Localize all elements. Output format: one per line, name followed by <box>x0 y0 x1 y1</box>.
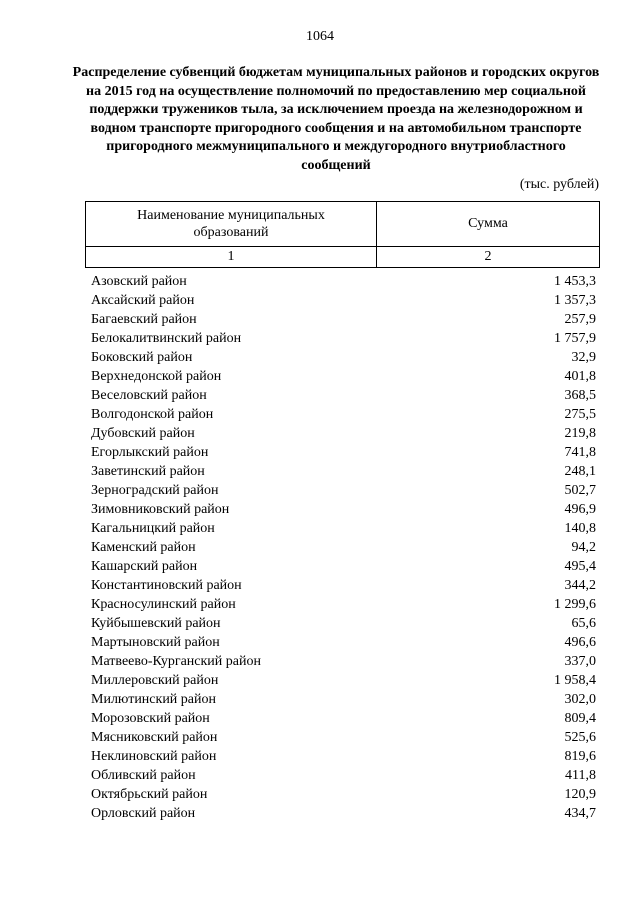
municipality-name: Волгодонской район <box>91 407 214 422</box>
table-row <box>91 310 596 329</box>
header-name-column <box>86 202 377 247</box>
subsidy-amount: 65,6 <box>571 616 596 631</box>
document-title: Распределение субвенций бюджетам муниципальных районов и городских округов на 2015 год на осуществление полномочий по предоставлению мер социальной поддержки тружеников тыла, за исключением проезда на железнодорожном и водном транспорте пригородного сообщения и на автомобильном транспорте пригородного межмуниципального и междугородного внутриобластного сообщений <box>72 65 600 173</box>
subsidy-amount: 496,9 <box>564 502 596 517</box>
municipality-name: Матвеево-Курганский район <box>91 654 261 669</box>
table-row <box>91 804 596 823</box>
table-row <box>91 291 596 310</box>
subsidy-amount: 32,9 <box>571 350 596 365</box>
table-row <box>91 595 596 614</box>
table-row <box>91 443 596 462</box>
municipality-name: Кашарский район <box>91 559 198 574</box>
subsidy-amount: 1 357,3 <box>554 293 596 308</box>
municipality-name: Морозовский район <box>91 711 210 726</box>
table-row <box>91 766 596 785</box>
header-sum-column: Сумма <box>377 202 600 247</box>
municipality-name: Каменский район <box>91 540 196 555</box>
table-row <box>91 538 596 557</box>
subsidy-amount: 819,6 <box>564 749 596 764</box>
municipality-name: Зимовниковский район <box>91 502 230 517</box>
table-row <box>91 690 596 709</box>
table-row <box>91 519 596 538</box>
municipality-name: Куйбышевский район <box>91 616 221 631</box>
table-row <box>91 785 596 804</box>
subsidy-amount: 1 958,4 <box>554 673 596 688</box>
subsidy-amount: 1 453,3 <box>554 274 596 289</box>
subsidy-amount: 337,0 <box>564 654 596 669</box>
table-row <box>91 367 596 386</box>
subsidy-amount: 344,2 <box>564 578 596 593</box>
subsidy-amount: 401,8 <box>564 369 596 384</box>
subsidy-amount: 275,5 <box>564 407 596 422</box>
municipality-name: Миллеровский район <box>91 673 219 688</box>
subsidy-amount: 248,1 <box>564 464 596 479</box>
municipality-name: Милютинский район <box>91 692 217 707</box>
subsidy-amount: 94,2 <box>571 540 596 555</box>
table-row <box>91 747 596 766</box>
municipality-name: Багаевский район <box>91 312 197 327</box>
municipality-name: Аксайский район <box>91 293 195 308</box>
table-header <box>85 201 600 268</box>
table-row <box>91 576 596 595</box>
table-row <box>91 348 596 367</box>
municipality-name: Заветинский район <box>91 464 205 479</box>
table-row <box>91 500 596 519</box>
municipality-name: Красносулинский район <box>91 597 236 612</box>
table-row <box>91 728 596 747</box>
subsidy-amount: 525,6 <box>564 730 596 745</box>
subsidy-amount: 434,7 <box>564 806 596 821</box>
table-row <box>91 462 596 481</box>
table-row <box>91 652 596 671</box>
table-row <box>91 614 596 633</box>
subsidy-amount: 502,7 <box>564 483 596 498</box>
subsidy-amount: 302,0 <box>564 692 596 707</box>
table-row <box>91 633 596 652</box>
municipality-name: Егорлыкский район <box>91 445 209 460</box>
units-label: (тыс. рублей) <box>519 177 599 192</box>
header-name-label: Наименование муниципальных образований <box>137 208 325 240</box>
column-number-1: 1 <box>86 247 377 268</box>
table-body <box>91 272 596 823</box>
table-row <box>91 557 596 576</box>
subsidy-amount: 496,6 <box>564 635 596 650</box>
subsidy-amount: 741,8 <box>564 445 596 460</box>
municipality-name: Боковский район <box>91 350 193 365</box>
column-number-2: 2 <box>377 247 600 268</box>
table-row <box>91 329 596 348</box>
municipality-name: Веселовский район <box>91 388 207 403</box>
municipality-name: Обливский район <box>91 768 196 783</box>
municipality-name: Мясниковский район <box>91 730 218 745</box>
subsidy-amount: 1 299,6 <box>554 597 596 612</box>
subsidy-amount: 219,8 <box>564 426 596 441</box>
table-row <box>91 386 596 405</box>
municipality-name: Орловский район <box>91 806 196 821</box>
municipality-name: Мартыновский район <box>91 635 220 650</box>
municipality-name: Неклиновский район <box>91 749 217 764</box>
municipality-name: Константиновский район <box>91 578 242 593</box>
subsidy-amount: 140,8 <box>564 521 596 536</box>
subsidy-amount: 257,9 <box>564 312 596 327</box>
municipality-name: Дубовский район <box>91 426 195 441</box>
municipality-name: Верхнедонской район <box>91 369 222 384</box>
table-row <box>91 272 596 291</box>
table-row <box>91 709 596 728</box>
table-row <box>91 481 596 500</box>
column-number-row <box>86 247 600 268</box>
table-row <box>91 424 596 443</box>
subsidy-amount: 1 757,9 <box>554 331 596 346</box>
municipality-name: Кагальницкий район <box>91 521 215 536</box>
municipality-name: Октябрьский район <box>91 787 208 802</box>
municipality-name: Зерноградский район <box>91 483 219 498</box>
municipality-name: Белокалитвинский район <box>91 331 242 346</box>
header-row <box>86 202 600 247</box>
subsidy-amount: 120,9 <box>564 787 596 802</box>
subsidy-amount: 809,4 <box>564 711 596 726</box>
subsidy-amount: 411,8 <box>565 768 596 783</box>
subsidy-amount: 495,4 <box>564 559 596 574</box>
subsidy-amount: 368,5 <box>564 388 596 403</box>
table-row <box>91 671 596 690</box>
page-number: 1064 <box>306 29 334 44</box>
municipality-name: Азовский район <box>91 274 187 289</box>
table-row <box>91 405 596 424</box>
